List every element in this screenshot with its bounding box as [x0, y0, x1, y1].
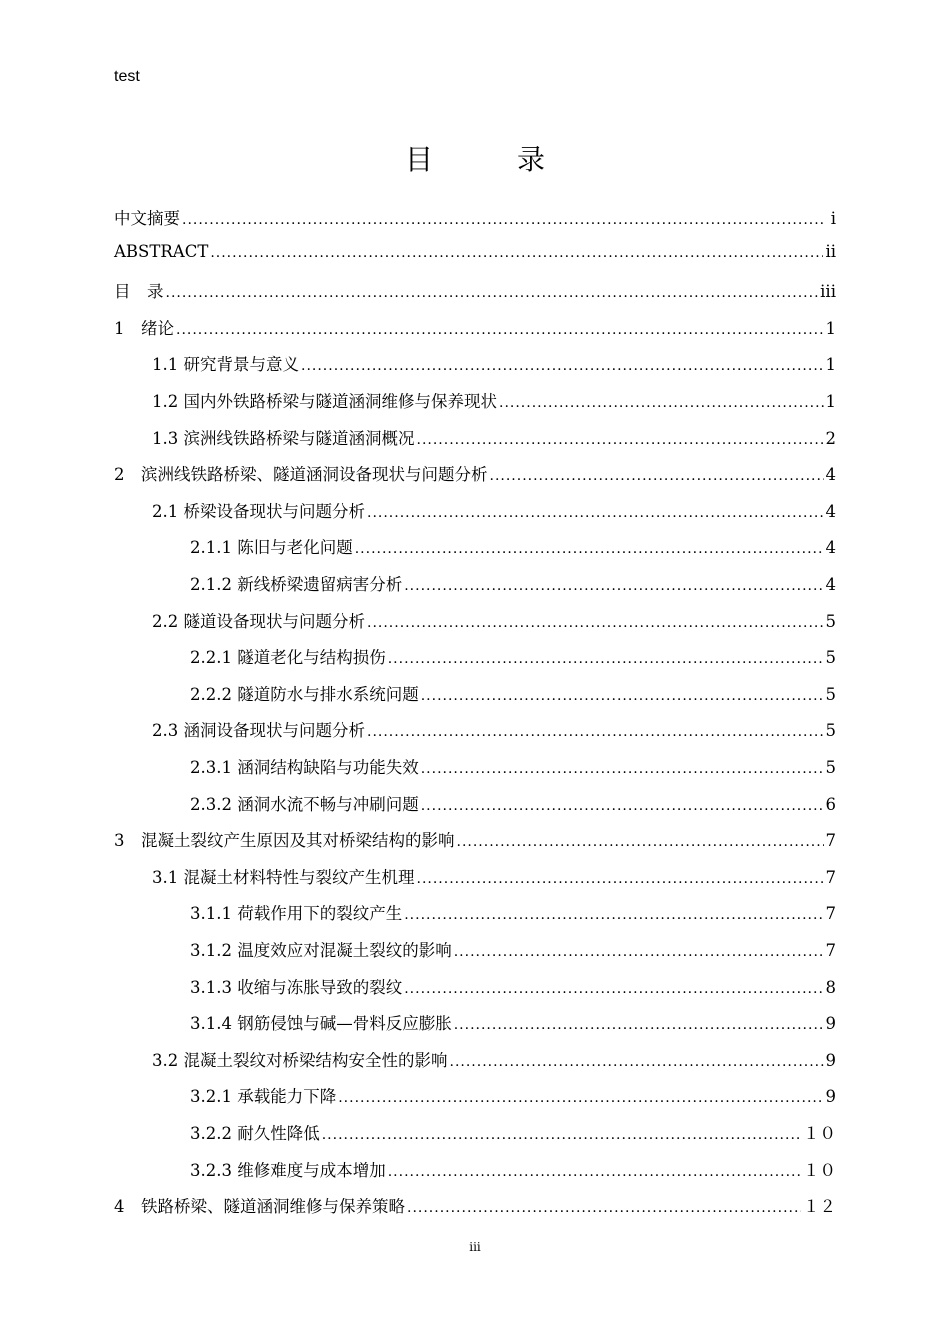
toc-entry[interactable]	[152, 717, 836, 753]
toc-entry-page: 4	[825, 538, 836, 558]
toc-title: 目 录	[404, 143, 573, 176]
toc-entry[interactable]	[152, 608, 836, 644]
toc-entry-label: 1.2 国内外铁路桥梁与隧道涵洞维修与保养现状	[152, 392, 497, 411]
toc-entry-page: １２	[803, 1197, 836, 1217]
dot-leader	[450, 1054, 824, 1070]
toc-entry[interactable]	[114, 827, 836, 863]
toc-entry[interactable]	[114, 461, 836, 497]
toc-entry-label: 1.3 滨洲线铁路桥梁与隧道涵洞概况	[152, 428, 415, 448]
dot-leader	[421, 761, 824, 777]
dot-leader	[404, 578, 823, 594]
toc-entry[interactable]	[114, 242, 836, 278]
toc-entry[interactable]	[190, 644, 836, 680]
toc-entry-label: 3.2.3 维修难度与成本增加	[190, 1160, 386, 1180]
dot-leader	[454, 944, 824, 960]
toc-entry[interactable]	[190, 1157, 836, 1193]
toc-entry-label: 4 铁路桥梁、隧道涵洞维修与保养策略	[114, 1197, 405, 1217]
dot-leader	[182, 212, 824, 228]
dot-leader	[176, 322, 824, 338]
toc-entry-label: 1.1 研究背景与意义	[152, 355, 299, 375]
dot-leader	[454, 1017, 824, 1033]
toc-entry[interactable]	[152, 498, 836, 534]
toc-entry[interactable]	[114, 278, 836, 314]
toc-entry-page: 4	[825, 501, 836, 521]
toc-entry-page: i	[830, 209, 836, 228]
toc-entry-label: 2.1 桥梁设备现状与问题分析	[152, 501, 365, 521]
dot-leader	[417, 432, 824, 448]
toc-entry-page: 5	[825, 721, 836, 741]
toc-entry-label: 2.2.1 隧道老化与结构损伤	[190, 648, 386, 668]
dot-leader	[367, 505, 824, 521]
dot-leader	[388, 651, 824, 667]
toc-entry[interactable]	[190, 1010, 836, 1046]
toc-entry-label: 3.1.1 荷载作用下的裂纹产生	[190, 904, 403, 924]
toc-entry-page: 7	[825, 904, 836, 924]
dot-leader	[355, 541, 824, 557]
toc-entry-page: 8	[825, 977, 836, 997]
toc-entry-page: iii	[820, 282, 836, 302]
dot-leader	[388, 1164, 801, 1180]
dot-leader	[490, 468, 824, 484]
toc-entry-page: 6	[825, 794, 836, 814]
toc-entry-page: 1	[825, 392, 836, 411]
toc-entry[interactable]	[190, 900, 836, 936]
toc-entry[interactable]	[152, 1047, 836, 1083]
dot-leader	[210, 245, 823, 261]
dot-leader	[499, 395, 824, 411]
dot-leader	[404, 981, 823, 997]
toc-entry-label: 2.2 隧道设备现状与问题分析	[152, 611, 365, 631]
toc-entry-label: 3.1 混凝土材料特性与裂纹产生机理	[152, 867, 415, 887]
toc-entry-label: 2.1.1 陈旧与老化问题	[190, 538, 353, 558]
toc-entry-label: 中文摘要	[114, 209, 180, 228]
toc-entry[interactable]	[190, 974, 836, 1010]
toc-entry-page: 2	[825, 428, 836, 448]
toc-entry-page: 1	[825, 318, 836, 338]
toc-entry[interactable]	[152, 388, 836, 424]
toc-entry-page: 7	[825, 831, 836, 851]
toc-entry-page: 7	[825, 941, 836, 960]
toc-entry[interactable]	[114, 315, 836, 351]
dot-leader	[322, 1127, 801, 1143]
toc-entry-label: 目 录	[114, 282, 164, 302]
toc-entry-label: 2.3.2 涵洞水流不畅与冲刷问题	[190, 794, 419, 814]
dot-leader	[301, 358, 824, 374]
toc-entry-label: 3.2.1 承载能力下降	[190, 1087, 337, 1107]
page-number: iii	[469, 1240, 481, 1254]
toc-entry[interactable]	[190, 754, 836, 790]
toc-entry-label: 1 绪论	[114, 318, 174, 338]
toc-entry-label: 2 滨洲线铁路桥梁、隧道涵洞设备现状与问题分析	[114, 465, 488, 485]
toc-entry-label: ABSTRACT	[114, 241, 209, 261]
toc-entry[interactable]	[152, 351, 836, 387]
dot-leader	[457, 834, 824, 850]
dot-leader	[421, 688, 824, 704]
dot-leader	[417, 871, 824, 887]
dot-leader	[367, 615, 824, 631]
toc-entry-label: 3.2.2 耐久性降低	[190, 1124, 320, 1143]
toc-entry[interactable]	[190, 571, 836, 607]
dot-leader	[404, 907, 823, 923]
toc-entry[interactable]	[190, 681, 836, 717]
toc-entry-page: 4	[825, 575, 836, 594]
dot-leader	[338, 1090, 823, 1106]
toc-entry-label: 3.2 混凝土裂纹对桥梁结构安全性的影响	[152, 1050, 448, 1070]
toc-entry-page: 9	[825, 1087, 836, 1107]
toc-entry-page: 4	[825, 465, 836, 485]
toc-entry-label: 2.3.1 涵洞结构缺陷与功能失效	[190, 758, 419, 777]
toc-entry[interactable]	[190, 937, 836, 973]
dot-leader	[421, 798, 824, 814]
dot-leader	[166, 285, 819, 301]
dot-leader	[367, 724, 824, 740]
toc-entry[interactable]	[152, 864, 836, 900]
toc-entry[interactable]	[114, 1193, 836, 1229]
toc-entry-page: 1	[825, 355, 836, 375]
toc-entry-page: １０	[803, 1124, 836, 1143]
toc-entry[interactable]	[190, 534, 836, 570]
toc-entry-page: 5	[825, 758, 836, 777]
toc-entry-label: 3.1.2 温度效应对混凝土裂纹的影响	[190, 941, 452, 960]
toc-entry[interactable]	[190, 1083, 836, 1119]
toc-entry[interactable]	[152, 425, 836, 461]
toc-entry-page: 7	[825, 867, 836, 887]
toc-entry-label: 2.3 涵洞设备现状与问题分析	[152, 721, 365, 741]
toc-entry[interactable]	[190, 1120, 836, 1156]
toc-entry-page: 9	[825, 1050, 836, 1070]
dot-leader	[407, 1200, 801, 1216]
toc-entry[interactable]	[114, 205, 836, 241]
toc-entry-label: 3.1.3 收缩与冻胀导致的裂纹	[190, 977, 403, 997]
toc-entry-page: 9	[825, 1014, 836, 1034]
toc-entry-label: 3.1.4 钢筋侵蚀与碱—骨料反应膨胀	[190, 1014, 452, 1034]
toc-entry-page: 5	[825, 684, 836, 704]
toc-entry-page: １０	[803, 1160, 836, 1180]
toc-entry-label: 2.1.2 新线桥梁遗留病害分析	[190, 575, 403, 594]
toc-entry-page: ii	[825, 241, 836, 261]
toc-entry[interactable]	[190, 791, 836, 827]
toc-entry-label: 2.2.2 隧道防水与排水系统问题	[190, 684, 419, 704]
page-header: test	[114, 68, 140, 85]
toc-entry-label: 3 混凝土裂纹产生原因及其对桥梁结构的影响	[114, 831, 455, 851]
toc-entry-page: 5	[825, 648, 836, 668]
toc-entry-page: 5	[825, 611, 836, 631]
